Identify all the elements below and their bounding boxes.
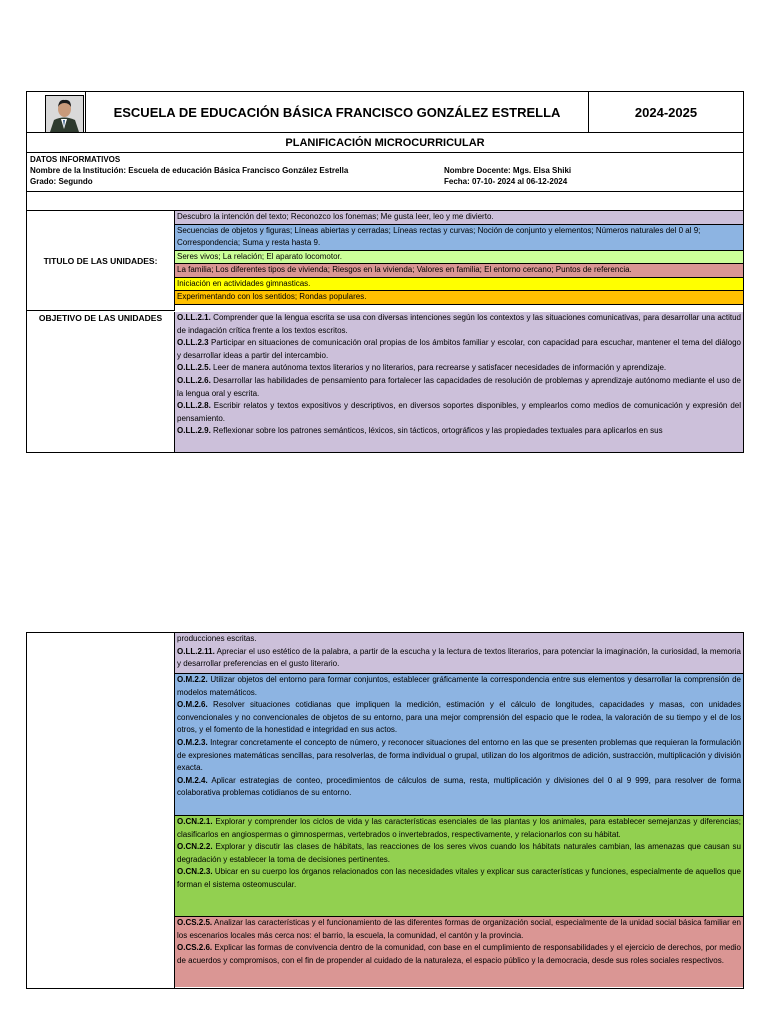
units-list [175, 211, 743, 305]
objectives-label: OBJETIVO DE LAS UNIDADES [38, 313, 163, 323]
objective-code: O.CN.2.3. [177, 867, 213, 877]
date-range: Fecha: 07-10- 2024 al 06-12-2024 [444, 177, 568, 186]
objective-text: Leer de manera autónoma textos literarios y no literarios, para recrearse y satisfacer necesidades de información y aprendizaje. [210, 363, 667, 373]
objective-item [177, 841, 741, 866]
units-label-cell [27, 211, 175, 311]
teacher-photo [45, 95, 84, 133]
objective-item [177, 942, 741, 967]
objective-text: Explorar y discutir las clases de hábitats, las reacciones de los seres vivos cuando los hábitats naturales cambian, las amenazas que causan su degradación y establecer la toma de decisiones pertinentes. [177, 842, 741, 864]
objective-code: O.LL.2.1. [177, 313, 211, 322]
objective-item [177, 699, 741, 737]
objective-item [177, 866, 741, 891]
spacer-row [27, 193, 743, 211]
objectives-lengua-page-1 [175, 312, 743, 452]
photo-cell [27, 92, 86, 132]
objectives-ciencias [175, 816, 743, 917]
objective-item [177, 816, 741, 841]
objective-code: O.M.2.4. [177, 775, 208, 785]
objective-item [177, 646, 741, 671]
objective-code: O.CS.2.6. [177, 943, 213, 953]
unit-title: Iniciación en actividades gimnasticas. [175, 278, 743, 292]
unit-title: Experimentando con los sentidos; Rondas populares. [175, 291, 743, 305]
objective-text: Analizar las características y el funcionamiento de las diferentes formas de organización social, especialmente de la unidad social básica familiar en los escenarios locales más cerca nos: el barrio, la escuela, la comunidad, el cantón y la provincia. [177, 918, 741, 940]
objective-code: O.LL.2.6. [177, 375, 211, 385]
objective-item [177, 775, 741, 800]
objectives-lengua-cont [175, 633, 743, 674]
school-year: 2024-2025 [634, 104, 698, 120]
objective-code: O.CS.2.5. [177, 918, 213, 927]
objective-code: O.M.2.6. [177, 700, 208, 710]
unit-title: La familia; Los diferentes tipos de vivienda; Riesgos en la vivienda; Valores en familia; El entorno cercano; Puntos de referencia. [175, 264, 743, 278]
objectives-sociales [175, 917, 743, 987]
objective-item [177, 362, 741, 375]
objective-item [177, 917, 741, 942]
objective-code: O.M.2.3. [177, 737, 208, 747]
objective-text: Resolver situaciones cotidianas que impliquen la medición, estimación y el cálculo de longitudes, capacidades y masas, con unidades convencionales y no convencionales de objetos de su entorno, para una mejor comprensión del espacio que le rodea, la valoración de su tiempo y el de los otros, y el fomento de la honestidad e integridad en sus actos. [177, 700, 741, 735]
objective-text: Apreciar el uso estético de la palabra, a partir de la escucha y la lectura de textos literarios, para potenciar la imaginación, la curiosidad, la memoria y desarrollar preferencias en el gusto literario. [177, 646, 741, 669]
objective-text: Ubicar en su cuerpo los órganos relacionados con las necesidades vitales y explicar sus características y funciones, especialmente de aquellos que forman el sistema osteomuscular. [177, 867, 741, 889]
units-label: TITULO DE LAS UNIDADES: [43, 255, 158, 266]
objective-text: Participar en situaciones de comunicación oral propias de los ámbitos familiar y escolar, con capacidad para escuchar, mantener el tema del diálogo y desarrollar ideas a partir del intercambio. [177, 338, 741, 360]
document-subtitle: PLANIFICACIÓN MICROCURRICULAR [27, 133, 743, 153]
unit-title: Seres vivos; La relación; El aparato locomotor. [175, 251, 743, 265]
objective-text: Integrar concretamente el concepto de número, y reconocer situaciones del entorno en las que se presenten problemas que requieran la formulación de expresiones matemáticas sencillas, para resolverlas, de forma individual o grupal, utilizan do los algoritmos de adición, sustracción, multiplicación y división exacta. [177, 737, 741, 773]
objective-text: Utilizar objetos del entorno para formar conjuntos, establecer gráficamente la correspondencia entre sus elementos y desarrollar la comprensión de modelos matemáticos. [177, 675, 741, 697]
objective-code: O.M.2.2. [177, 675, 208, 684]
info-section-title: DATOS INFORMATIVOS [30, 155, 121, 164]
objective-code: O.CN.2.2. [177, 842, 213, 852]
objective-code: O.LL.2.9. [177, 426, 211, 436]
objective-item [177, 425, 741, 438]
objectives-label-cell [27, 312, 175, 452]
info-block [27, 153, 743, 192]
objective-item [177, 737, 741, 775]
teacher-name: Nombre Docente: Mgs. Elsa Shiki [444, 166, 572, 175]
objective-item [177, 337, 741, 362]
info-line-1 [30, 165, 740, 176]
objective-code: O.CN.2.1. [177, 817, 213, 826]
objective-item [177, 400, 741, 425]
objective-item [177, 312, 741, 337]
objective-code: O.LL.2.11. [177, 646, 215, 656]
objective-text: Explorar y comprender los ciclos de vida y las características esenciales de las plantas y los animales, para establecer semejanzas y diferencias; clasificarlos en angiospermas o gimnospermas, vertebrados o invertebrados, respectivamente, y relacionarlos con su hábitat. [177, 817, 741, 839]
objective-text: Aplicar estrategias de conteo, procedimientos de cálculos de suma, resta, multiplicación y divisiones del 0 al 9 999, para resolver de forma colaborativa problemas cotidianos de su entorno. [177, 775, 741, 798]
objective-item [177, 375, 741, 400]
objectives-label-cell-cont [27, 633, 175, 988]
objective-text: Reflexionar sobre los patrones semánticos, léxicos, sin tácticos, ortográficos y las propiedades textuales para aplicarlos en sus [210, 426, 663, 436]
info-line-2 [30, 176, 740, 187]
unit-title: Descubro la intención del texto; Reconozco los fonemas; Me gusta leer, leo y me divierto. [175, 211, 743, 225]
continuation-text: producciones escritas. [177, 634, 257, 643]
objective-code: O.LL.2.5. [177, 363, 211, 373]
objective-code: O.LL.2.3 [177, 338, 209, 348]
objective-text: Desarrollar las habilidades de pensamiento para fortalecer las capacidades de resolución de problemas y aprendizaje autónomo mediante el uso de la lengua oral y escrita. [177, 375, 741, 398]
objective-text: Comprender que la lengua escrita se usa con diversas intenciones según los contextos y las situaciones comunicativas, para desarrollar una actitud de indagación crítica frente a los textos escritos. [177, 313, 741, 335]
objective-text: Explicar las formas de convivencia dentro de la comunidad, con base en el cumplimiento de responsabilidades y el ejercicio de derechos, por medio de acuerdos y compromisos, con el fin de propender al cuidado de la naturaleza, el espacio público y la democracia, desde sus roles sociales respectivos. [177, 943, 741, 965]
grade: Grado: Segundo [30, 177, 93, 186]
objective-code: O.LL.2.8. [177, 401, 211, 411]
planning-sheet-page-1 [26, 91, 744, 453]
objectives-matematica [175, 674, 743, 816]
unit-title: Secuencias de objetos y figuras; Líneas abiertas y cerradas; Líneas rectas y curvas; Noción de conjunto y elementos; Números naturales del 0 al 9; Correspondencia; Suma y resta hasta 9. [175, 225, 743, 251]
objectives-continued [175, 633, 743, 988]
institution-name: Nombre de la Institución: Escuela de educación Básica Francisco González Estrella [30, 166, 349, 175]
planning-sheet-page-2 [26, 632, 744, 989]
school-name: ESCUELA DE EDUCACIÓN BÁSICA FRANCISCO GONZÁLEZ ESTRELLA [86, 92, 589, 132]
objective-item [177, 674, 741, 699]
objective-text: Escribir relatos y textos expositivos y descriptivos, en diversos soportes disponibles, y emplearlos como medios de comunicación y expresión del pensamiento. [177, 401, 741, 423]
